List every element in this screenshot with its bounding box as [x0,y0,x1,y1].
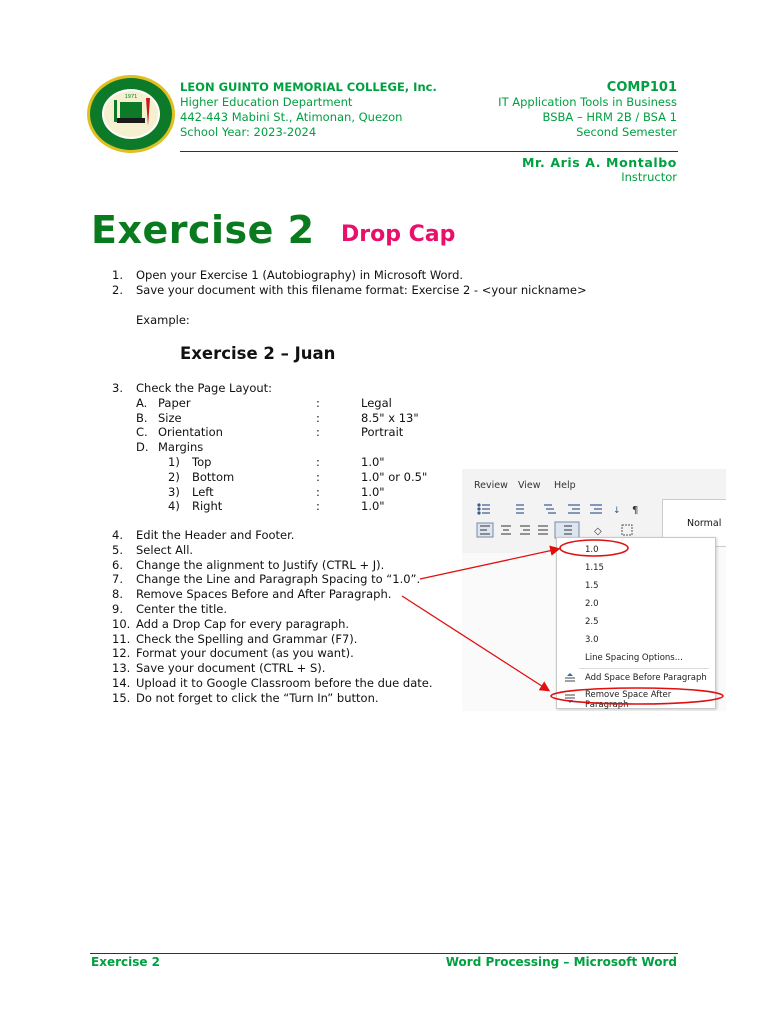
line-spacing-options: Line Spacing Options... [585,653,683,663]
list-item: 10. Add a Drop Cap for every paragraph. [112,616,350,631]
spacing-option: 2.0 [585,599,599,609]
margin-row: 4) Right : 1.0" [168,499,385,514]
add-space-before: Add Space Before Paragraph [585,673,707,683]
footer-right: Word Processing – Microsoft Word [445,955,677,969]
example-filename: Exercise 2 – Juan [180,344,336,363]
department: Higher Education Department [180,95,353,109]
layout-row: A. Paper : Legal [136,395,392,410]
example-label: Example: [136,313,190,327]
spacing-option: 1.15 [585,563,604,573]
list-item: 7. Change the Line and Paragraph Spacing to “1.0”. [112,572,421,587]
pilcrow-icon: ¶ [632,505,639,516]
list-item: 14. Upload it to Google Classroom before the due date. [112,675,433,690]
school-year: School Year: 2023-2024 [180,125,317,139]
sort-icon: ↓ [613,506,621,516]
remove-space-after: Remove Space After Paragraph [585,690,672,710]
style-normal: Normal [662,499,726,547]
list-item: 8. Remove Spaces Before and After Paragraph. [112,587,392,602]
footer-divider [90,953,678,954]
college-name: LEON GUINTO MEMORIAL COLLEGE, Inc. [180,80,437,94]
instructor-role: Instructor [621,170,677,184]
list-item: 1. Open your Exercise 1 (Autobiography) in Microsoft Word. [112,268,464,282]
page-title: Exercise 2 [91,208,315,252]
spacing-option: 3.0 [585,635,599,645]
address: 442-443 Mabini St., Atimonan, Quezon [180,110,403,124]
layout-row: C. Orientation : Portrait [136,425,404,440]
list-item: 2. Save your document with this filename format: Exercise 2 - <your nickname> [112,283,587,297]
list-item: 5. Select All. [112,542,194,557]
program: BSBA – HRM 2B / BSA 1 [542,110,677,124]
list-item: 6. Change the alignment to Justify (CTRL + J). [112,557,385,572]
arrow-to-spacing [420,549,558,579]
shading-icon: ◇ [594,526,602,537]
page-subtitle: Drop Cap [341,222,456,247]
list-item: 3. Check the Page Layout: [112,381,273,395]
margin-row: 2) Bottom : 1.0" or 0.5" [168,469,428,484]
spacing-option: 1.5 [585,581,599,591]
list-item: 12. Format your document (as you want). [112,646,354,661]
tab-help: Help [554,480,576,491]
spacing-option: 2.5 [585,617,599,627]
tab-view: View [518,480,541,491]
margin-row: 1) Top : 1.0" [168,454,385,469]
layout-row: D. Margins [136,440,204,455]
semester: Second Semester [576,125,677,139]
instructor-name: Mr. Aris A. Montalbo [522,155,677,170]
course-code: COMP101 [606,80,677,95]
list-item: 9. Center the title. [112,601,228,616]
margin-row: 3) Left : 1.0" [168,484,385,499]
course-title: IT Application Tools in Business [498,95,677,109]
layout-row: B. Size : 8.5" x 13" [136,410,419,425]
highlight-1-0-oval [560,540,628,556]
list-item: 11. Check the Spelling and Grammar (F7). [112,631,358,646]
footer-left: Exercise 2 [91,955,161,969]
list-item: 13. Save your document (CTRL + S). [112,661,326,676]
svg-text:1971: 1971 [124,94,138,100]
arrow-to-remove-space [402,596,548,690]
spacing-option: 1.0 [585,545,599,555]
tab-review: Review [474,480,508,491]
list-item: 15. Do not forget to click the “Turn In” button. [112,690,379,705]
highlight-remove-after-oval [551,688,723,704]
list-item: 4. Edit the Header and Footer. [112,528,295,542]
